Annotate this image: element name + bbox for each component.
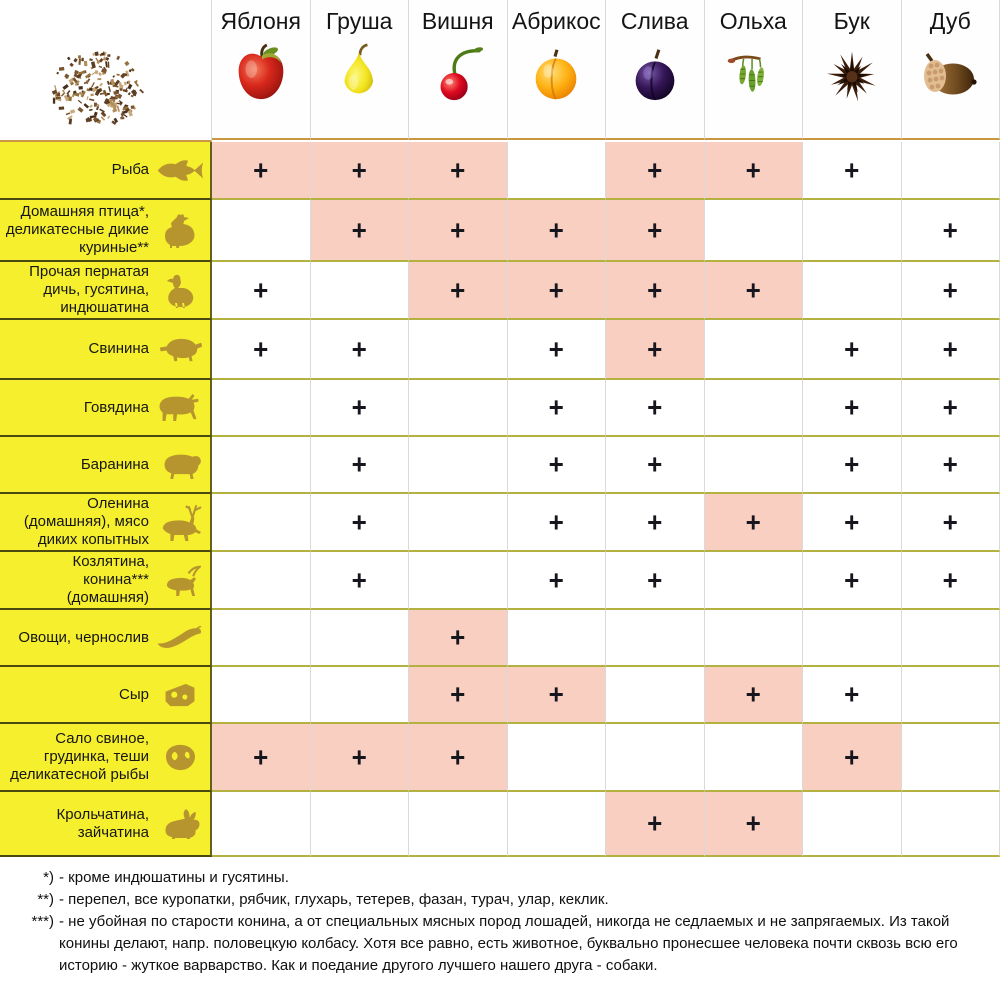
cell-fish-oak	[902, 142, 1000, 200]
cell-cheese-apple	[212, 667, 311, 724]
cell-game-birds-oak	[902, 262, 1000, 320]
plus-mark: +	[844, 678, 860, 710]
row-label-game-birds	[0, 262, 212, 320]
cell-rabbit-apricot	[508, 792, 607, 857]
cell-pork-plum	[606, 320, 705, 380]
row-label-lard	[0, 724, 212, 792]
plus-mark: +	[942, 213, 958, 246]
cell-pork-pear	[311, 320, 410, 380]
cell-poultry-plum	[606, 200, 705, 262]
footnote-3	[0, 911, 982, 977]
cell-game-birds-cherry	[409, 262, 508, 320]
sheep-icon	[156, 450, 204, 479]
column-header-pear	[311, 0, 410, 140]
cell-rabbit-cherry	[409, 792, 508, 857]
row-label-lamb	[0, 437, 212, 494]
cell-pork-alder	[705, 320, 804, 380]
plus-mark: +	[450, 153, 466, 186]
column-header-label: Бук	[833, 8, 870, 34]
footnote-1	[0, 867, 982, 889]
cell-venison-apricot	[508, 494, 607, 552]
plum-icon	[624, 41, 686, 110]
row-label-rabbit	[0, 792, 212, 857]
cell-goat-horse-plum	[606, 552, 705, 610]
plus-mark: +	[745, 153, 761, 186]
plus-mark: +	[548, 448, 564, 480]
cell-game-birds-apricot	[508, 262, 607, 320]
cell-lard-cherry	[409, 724, 508, 792]
goat-icon	[156, 564, 204, 596]
corner-cell	[0, 0, 212, 142]
cell-rabbit-beech	[803, 792, 902, 857]
plus-mark: +	[351, 563, 367, 596]
cell-beef-plum	[606, 380, 705, 437]
cell-fish-plum	[606, 142, 705, 200]
plus-mark: +	[450, 678, 466, 710]
plus-mark: +	[844, 391, 860, 423]
plus-mark: +	[745, 807, 761, 839]
cell-venison-alder	[705, 494, 804, 552]
plus-mark: +	[450, 740, 466, 773]
plus-mark: +	[351, 505, 367, 538]
cell-cheese-oak	[902, 667, 1000, 724]
column-header-alder	[705, 0, 804, 140]
footnote-text: - не убойная по старости конина, а от специальных мясных пород лошадей, никогда не седлаемых и не запрягаемых. Из такой конины делают, напр. половецкую колбасу. Хотя все равно, есть животное, буквально пронесшее человека почти сквозь всю его историю - жуткое варварство. Как и поедание другого лучшего нашего друга - собаки.	[59, 913, 958, 974]
plus-mark: +	[450, 273, 466, 306]
cell-cheese-alder	[705, 667, 804, 724]
pepper-icon	[156, 626, 204, 649]
column-header-label: Слива	[620, 8, 689, 34]
plus-mark: +	[844, 448, 860, 480]
row-label-text: Домашняя птица*, деликатесные дикие куриные**	[5, 203, 149, 256]
cell-poultry-pear	[311, 200, 410, 262]
plus-mark: +	[548, 273, 564, 306]
cell-lamb-pear	[311, 437, 410, 494]
plus-mark: +	[450, 213, 466, 246]
cell-beef-beech	[803, 380, 902, 437]
cell-poultry-beech	[803, 200, 902, 262]
cell-vegetables-pear	[311, 610, 410, 667]
cell-fish-beech	[803, 142, 902, 200]
cell-lard-beech	[803, 724, 902, 792]
cell-lamb-apricot	[508, 437, 607, 494]
cell-beef-oak	[902, 380, 1000, 437]
cell-lard-plum	[606, 724, 705, 792]
row-label-text: Сало свиное, грудинка, теши деликатесной рыбы	[10, 730, 149, 783]
plus-mark: +	[844, 740, 860, 773]
cell-lard-pear	[311, 724, 410, 792]
cell-fish-apple	[212, 142, 311, 200]
cell-vegetables-alder	[705, 610, 804, 667]
cell-vegetables-plum	[606, 610, 705, 667]
cell-game-birds-plum	[606, 262, 705, 320]
column-header-label: Вишня	[421, 8, 494, 34]
cell-beef-cherry	[409, 380, 508, 437]
row-label-text: Оленина (домашняя), мясо диких копытных	[23, 495, 149, 548]
plus-mark: +	[942, 563, 958, 596]
column-header-label: Ольха	[719, 8, 787, 34]
cell-cheese-pear	[311, 667, 410, 724]
plus-mark: +	[942, 273, 958, 306]
cell-venison-cherry	[409, 494, 508, 552]
cell-goat-horse-alder	[705, 552, 804, 610]
beech-icon	[822, 41, 882, 110]
cell-venison-plum	[606, 494, 705, 552]
cell-cheese-cherry	[409, 667, 508, 724]
plus-mark: +	[942, 332, 958, 365]
cell-fish-pear	[311, 142, 410, 200]
cheese-icon	[156, 682, 204, 708]
cell-rabbit-oak	[902, 792, 1000, 857]
fish-icon	[156, 158, 204, 183]
column-header-beech	[803, 0, 902, 140]
pear-icon	[329, 41, 389, 110]
row-label-beef	[0, 380, 212, 437]
row-label-venison	[0, 494, 212, 552]
cell-poultry-cherry	[409, 200, 508, 262]
plus-mark: +	[942, 505, 958, 538]
cell-pork-apricot	[508, 320, 607, 380]
cell-beef-pear	[311, 380, 410, 437]
wood-chips-icon	[0, 0, 212, 143]
cell-fish-alder	[705, 142, 804, 200]
plus-mark: +	[548, 332, 564, 365]
footnote-marker: *)	[43, 869, 54, 886]
row-label-text: Прочая пернатая дичь, гусятина, индюшатина	[29, 263, 149, 316]
cell-lard-apple	[212, 724, 311, 792]
plus-mark: +	[548, 505, 564, 538]
cell-pork-oak	[902, 320, 1000, 380]
cell-vegetables-oak	[902, 610, 1000, 667]
row-label-text: Говядина	[83, 398, 149, 416]
plus-mark: +	[647, 563, 663, 596]
plus-mark: +	[745, 678, 761, 710]
footnote-text: - перепел, все куропатки, рябчик, глухарь, тетерев, фазан, турач, улар, кеклик.	[59, 891, 609, 908]
cell-pork-apple	[212, 320, 311, 380]
cell-pork-beech	[803, 320, 902, 380]
footnotes	[0, 857, 1000, 977]
cell-game-birds-pear	[311, 262, 410, 320]
column-header-label: Дуб	[929, 8, 971, 34]
acorn-icon	[918, 41, 982, 110]
cell-beef-apple	[212, 380, 311, 437]
plus-mark: +	[647, 505, 663, 538]
cow-icon	[156, 393, 204, 422]
cell-venison-pear	[311, 494, 410, 552]
pig-icon	[156, 336, 204, 363]
cell-game-birds-beech	[803, 262, 902, 320]
plus-mark: +	[844, 332, 860, 365]
rabbit-icon	[156, 808, 204, 839]
footnote-text: - кроме индюшатины и гусятины.	[59, 869, 289, 886]
cell-fish-cherry	[409, 142, 508, 200]
plus-mark: +	[548, 563, 564, 596]
column-header-cherry	[409, 0, 508, 140]
cell-goat-horse-beech	[803, 552, 902, 610]
plus-mark: +	[450, 621, 466, 653]
row-label-text: Овощи, чернослив	[18, 628, 149, 646]
cell-poultry-alder	[705, 200, 804, 262]
footnote-marker: ***)	[31, 913, 54, 930]
cell-game-birds-apple	[212, 262, 311, 320]
plus-mark: +	[253, 153, 269, 186]
row-label-cheese	[0, 667, 212, 724]
cell-lamb-beech	[803, 437, 902, 494]
cell-beef-alder	[705, 380, 804, 437]
plus-mark: +	[253, 273, 269, 306]
goose-icon	[156, 272, 204, 308]
column-header-label: Яблоня	[220, 8, 301, 34]
deer-icon	[156, 504, 204, 541]
plus-mark: +	[844, 153, 860, 186]
plus-mark: +	[942, 391, 958, 423]
lard-icon	[156, 743, 204, 772]
plus-mark: +	[647, 391, 663, 423]
plus-mark: +	[548, 213, 564, 246]
plus-mark: +	[253, 740, 269, 773]
plus-mark: +	[351, 391, 367, 423]
plus-mark: +	[351, 740, 367, 773]
cell-goat-horse-cherry	[409, 552, 508, 610]
column-header-apricot	[508, 0, 607, 140]
row-label-goat-horse	[0, 552, 212, 610]
plus-mark: +	[647, 448, 663, 480]
footnote-marker: **)	[37, 891, 54, 908]
plus-mark: +	[647, 213, 663, 246]
cell-cheese-apricot	[508, 667, 607, 724]
cell-cheese-beech	[803, 667, 902, 724]
plus-mark: +	[548, 678, 564, 710]
plus-mark: +	[942, 448, 958, 480]
cell-pork-cherry	[409, 320, 508, 380]
row-label-pork	[0, 320, 212, 380]
row-label-poultry	[0, 200, 212, 262]
plus-mark: +	[351, 448, 367, 480]
cell-venison-apple	[212, 494, 311, 552]
cell-lamb-alder	[705, 437, 804, 494]
row-label-fish	[0, 142, 212, 200]
cell-vegetables-beech	[803, 610, 902, 667]
plus-mark: +	[351, 153, 367, 186]
cell-venison-oak	[902, 494, 1000, 552]
row-label-text: Сыр	[119, 685, 149, 703]
column-header-label: Абрикос	[511, 8, 601, 34]
cherry-icon	[427, 41, 489, 110]
plus-mark: +	[647, 153, 663, 186]
column-header-plum	[606, 0, 705, 140]
cell-rabbit-plum	[606, 792, 705, 857]
column-header-apple	[212, 0, 311, 140]
row-label-text: Козлятина, конина*** (домашняя)	[66, 553, 149, 606]
plus-mark: +	[351, 213, 367, 246]
cell-poultry-oak	[902, 200, 1000, 262]
row-label-text: Свинина	[88, 340, 149, 357]
cell-goat-horse-pear	[311, 552, 410, 610]
cell-lamb-apple	[212, 437, 311, 494]
cell-goat-horse-apricot	[508, 552, 607, 610]
plus-mark: +	[351, 332, 367, 365]
plus-mark: +	[647, 273, 663, 306]
column-header-label: Груша	[326, 8, 393, 34]
footnote-2	[0, 889, 982, 911]
row-label-text: Крольчатина, зайчатина	[56, 805, 149, 841]
cell-poultry-apple	[212, 200, 311, 262]
apple-icon	[230, 41, 292, 110]
plus-mark: +	[745, 505, 761, 538]
plus-mark: +	[844, 563, 860, 596]
cell-lamb-oak	[902, 437, 1000, 494]
cell-lard-oak	[902, 724, 1000, 792]
cell-goat-horse-apple	[212, 552, 311, 610]
cell-lard-apricot	[508, 724, 607, 792]
plus-mark: +	[844, 505, 860, 538]
cell-fish-apricot	[508, 142, 607, 200]
cell-vegetables-apple	[212, 610, 311, 667]
cell-venison-beech	[803, 494, 902, 552]
plus-mark: +	[745, 273, 761, 306]
cell-rabbit-alder	[705, 792, 804, 857]
column-header-oak	[902, 0, 1000, 140]
cell-poultry-apricot	[508, 200, 607, 262]
plus-mark: +	[253, 332, 269, 365]
apricot-icon	[525, 41, 587, 110]
plus-mark: +	[647, 332, 663, 365]
cell-vegetables-apricot	[508, 610, 607, 667]
alder-icon	[723, 41, 783, 110]
cell-rabbit-pear	[311, 792, 410, 857]
row-label-vegetables	[0, 610, 212, 667]
cell-lamb-plum	[606, 437, 705, 494]
cell-lamb-cherry	[409, 437, 508, 494]
row-label-text: Рыба	[111, 161, 149, 178]
cell-rabbit-apple	[212, 792, 311, 857]
plus-mark: +	[548, 391, 564, 423]
row-label-text: Баранина	[80, 455, 149, 473]
cell-game-birds-alder	[705, 262, 804, 320]
cell-vegetables-cherry	[409, 610, 508, 667]
cell-cheese-plum	[606, 667, 705, 724]
hen-icon	[156, 212, 204, 248]
plus-mark: +	[647, 807, 663, 839]
cell-beef-apricot	[508, 380, 607, 437]
cell-goat-horse-oak	[902, 552, 1000, 610]
cell-lard-alder	[705, 724, 804, 792]
